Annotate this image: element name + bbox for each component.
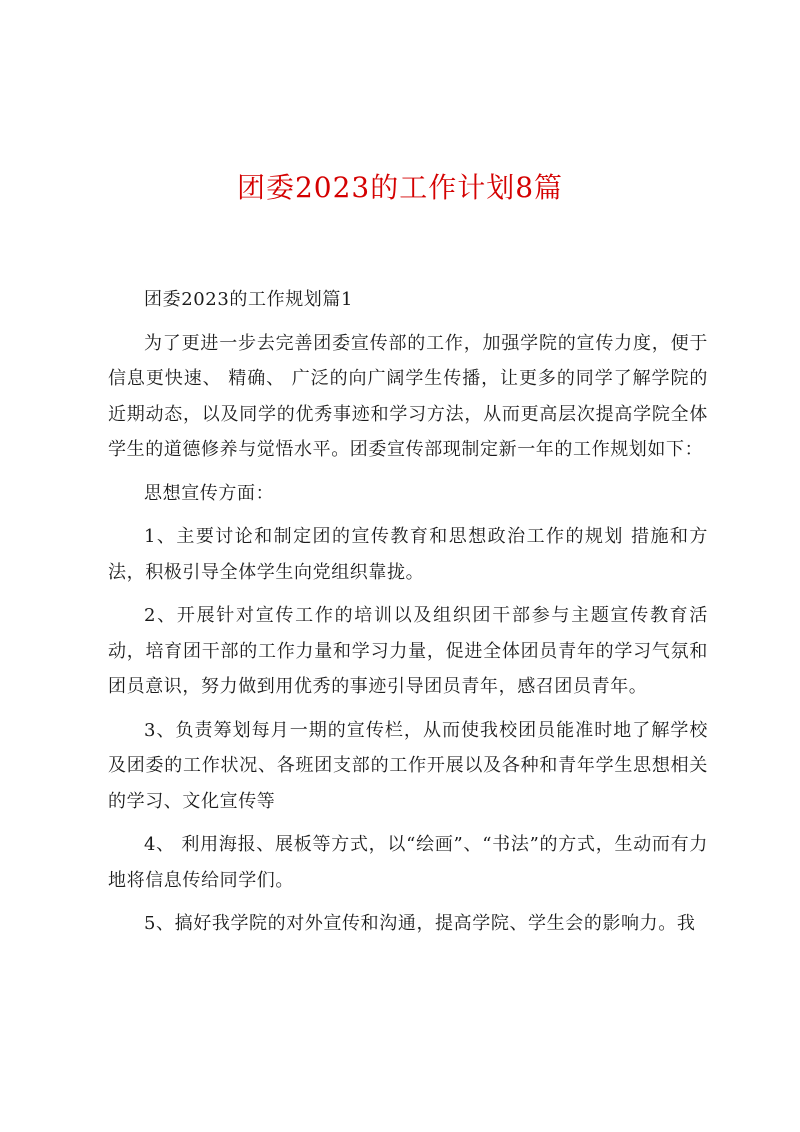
list-item-5: 5、搞好我学院的对外宣传和沟通，提高学院、学生会的影响力。我 [144,913,696,934]
list-item-2: 2、开展针对宣传工作的培训以及组织团干部参与主题宣传教育活动，培育团干部的工作力量和学习力量，促进全体团员青年的学习气氛和团员意识，努力做到用优秀的事迹引导团员青年，感召团员青年。 [108,605,708,697]
list-item-3: 3、负责筹划每月一期的宣传栏，从而使我校团员能准时地了解学校及团委的工作状况、各班团支部的工作开展以及各种和青年学生思想相关的学习、文化宣传等 [108,719,708,812]
section-heading: 团委2023的工作规划篇1 [144,289,354,310]
list-item-4: 4、 利用海报、展板等方式，以“绘画”、“书法”的方式，生动而有力地将信息传给同学们。 [108,834,708,891]
document-title: 团委2023的工作计划8篇 [236,171,564,204]
subsection-heading: 思想宣传方面： [144,482,275,504]
document-body [108,282,708,942]
list-item-1: 1、主要讨论和制定团的宣传教育和思想政治工作的规划 措施和方法，积极引导全体学生向党组织靠拢。 [108,526,708,583]
intro-paragraph: 为了更进一步去完善团委宣传部的工作，加强学院的宣传力度，便于信息更快速、 精确、 广泛的向广阔学生传播，让更多的同学了解学院的近期动态，以及同学的优秀事迹和学习方法，从而更高层次提高学院全体学生的道德修养与觉悟水平。团委宣传部现制定新一年的工作规划如下： [108,332,708,460]
